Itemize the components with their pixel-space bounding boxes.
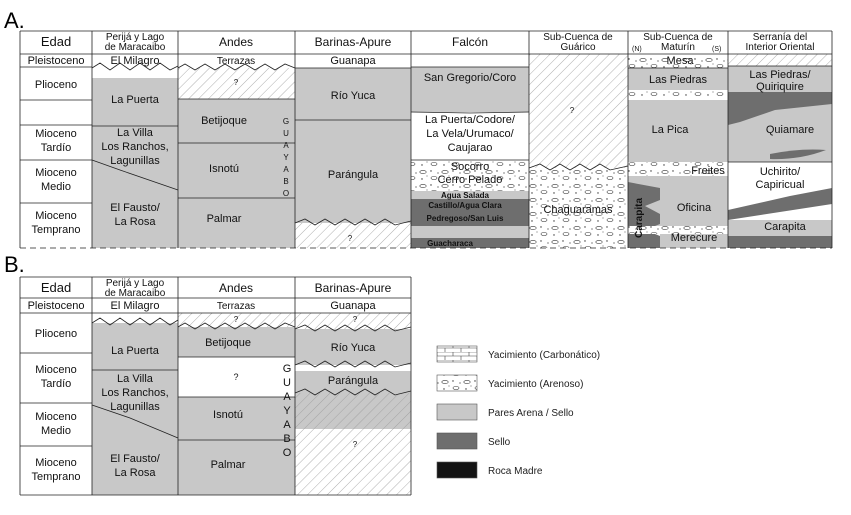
age-label: Plioceno (34, 79, 78, 91)
unit-betijoque: Betijoque (201, 115, 247, 127)
b-unit-la-villa: La Villa (117, 373, 153, 385)
b-unit-barinas-question-2: ? (352, 440, 358, 449)
legend-swatch (437, 375, 477, 391)
b-header-edad: Edad (40, 280, 72, 295)
unit-uchirito: Uchirito/ (759, 166, 801, 178)
panel-b-label: B. (4, 252, 25, 277)
b-header-barinas: Barinas-Apure (314, 281, 392, 295)
unit-barinas-question: ? (347, 234, 353, 243)
b-unit-los-ranchos: Los Ranchos, (101, 387, 169, 399)
age-label: Plioceno (34, 328, 78, 340)
unit-freites: Freites (691, 165, 725, 177)
legend-swatch (437, 404, 477, 420)
unit-mesa: Mesa (666, 55, 694, 67)
age-label: Mioceno Temprano (31, 210, 81, 236)
legend-label: Roca Madre (488, 466, 543, 477)
unit-carapita-serrania: Carapita (764, 221, 806, 233)
legend-swatch (437, 462, 477, 478)
b-header-andes: Andes (218, 281, 254, 295)
b-unit-el-milagro: El Milagro (110, 300, 160, 312)
unit-san-gregorio: San Gregorio/Coro (423, 72, 517, 84)
b-unit-rio-yuca: Río Yuca (330, 342, 376, 354)
b-unit-el-fausto: El Fausto/ (110, 453, 160, 465)
age-label: Pleistoceno (27, 300, 85, 312)
unit-el-fausto: El Fausto/ (110, 202, 160, 214)
unit-las-piedras-quiriquire-1: Las Piedras/ (749, 69, 811, 81)
b-unit-guayabo: G U A Y A B O (282, 363, 292, 459)
unit-las-piedras: Las Piedras (648, 74, 708, 86)
unit-caujarao: Caujarao (447, 142, 493, 154)
b-unit-palmar: Palmar (210, 459, 246, 471)
b-unit-terrazas: Terrazas (216, 301, 256, 312)
legend-swatch (437, 433, 477, 449)
legend-label: Yacimiento (Arenoso) (488, 379, 584, 390)
maturin-dir-s: (S) (712, 46, 722, 53)
unit-guanapa: Guanapa (330, 55, 376, 67)
panel-a-headers (41, 32, 815, 53)
unit-la-puerta: La Puerta (111, 94, 159, 106)
unit-merecure: Merecure (670, 232, 718, 244)
age-label: Mioceno Medio (35, 411, 77, 437)
unit-palmar: Palmar (206, 213, 242, 225)
unit-carapita-maturin: Carapita (634, 197, 645, 238)
unit-andes-question: ? (233, 78, 239, 87)
unit-los-ranchos: Los Ranchos, (101, 141, 169, 153)
age-label: Mioceno Tardío (35, 364, 77, 390)
legend-label: Sello (488, 437, 511, 448)
legend (437, 346, 600, 478)
unit-quiamare: Quiamare (765, 124, 815, 136)
header-andes: Andes (218, 35, 254, 49)
unit-cerro-pelado: Cerro Pelado (437, 174, 503, 186)
header-barinas: Barinas-Apure (314, 35, 392, 49)
b-unit-betijoque: Betijoque (205, 337, 251, 349)
age-label: Mioceno Temprano (31, 457, 81, 483)
panel-a-ages (28, 55, 85, 236)
b-unit-parangula: Parángula (327, 375, 379, 387)
unit-capiricual: Capiricual (755, 179, 805, 191)
unit-rio-yuca: Río Yuca (330, 90, 376, 102)
unit-la-rosa: La Rosa (114, 216, 156, 228)
b-unit-barinas-question-1: ? (352, 315, 358, 324)
legend-label: Yacimiento (Carbonático) (488, 350, 601, 361)
unit-la-villa: La Villa (117, 127, 153, 139)
unit-agua-salada: Agua Salada (440, 191, 490, 200)
unit-lagunillas: Lagunillas (110, 155, 160, 167)
b-unit-lagunillas: Lagunillas (110, 401, 160, 413)
unit-las-piedras-quiriquire-2: Quiriquire (756, 81, 804, 93)
b-header-perija: Perijá y Lago de Maracaibo (104, 278, 166, 299)
panel-b-ages (28, 300, 85, 483)
unit-la-pica: La Pica (651, 124, 689, 136)
b-unit-andes-question-1: ? (233, 315, 239, 324)
unit-chaguaramas: Chaguaramas (543, 204, 613, 216)
maturin-dir-n: (N) (632, 46, 642, 53)
age-label: Mioceno Medio (35, 167, 77, 193)
b-unit-la-puerta: La Puerta (111, 345, 159, 357)
unit-guarico-question: ? (569, 106, 575, 115)
unit-castillo: Castillo/Agua Clara (428, 201, 502, 210)
legend-label: Pares Arena / Sello (488, 408, 574, 419)
age-label: Mioceno Tardío (35, 128, 77, 154)
b-unit-la-rosa: La Rosa (114, 467, 156, 479)
header-perija: Perijá y Lago de Maracaibo (104, 32, 166, 53)
unit-isnotu: Isnotú (209, 163, 239, 175)
unit-oficina: Oficina (676, 202, 712, 214)
unit-guacharaca: Guacharaca (427, 239, 473, 248)
header-guarico: Sub-Cuenca de Guárico (543, 32, 613, 53)
unit-socorro: Socorro (450, 161, 490, 173)
unit-guayabo: G U A Y A B O (282, 117, 290, 198)
panel-a-label: A. (4, 8, 25, 33)
b-unit-guanapa: Guanapa (330, 300, 376, 312)
panel-b-headers (41, 278, 392, 299)
age-label: Pleistoceno (27, 55, 85, 67)
header-edad: Edad (40, 34, 72, 49)
header-falcon: Falcón (451, 35, 489, 49)
legend-swatch (437, 346, 477, 362)
unit-pedregoso: Pedregoso/San Luis (426, 214, 504, 223)
b-unit-isnotu: Isnotú (213, 409, 243, 421)
unit-terrazas: Terrazas (216, 56, 256, 67)
unit-parangula: Parángula (327, 169, 379, 181)
unit-la-puerta-codore: La Puerta/Codore/ (425, 114, 515, 126)
header-serrania: Serranía del Interior Oriental (745, 32, 815, 53)
unit-el-milagro: El Milagro (110, 55, 160, 67)
b-unit-andes-question-2: ? (233, 372, 239, 382)
unit-la-vela: La Vela/Urumaco/ (426, 128, 514, 140)
header-maturin: Sub-Cuenca de Maturín (643, 32, 713, 53)
